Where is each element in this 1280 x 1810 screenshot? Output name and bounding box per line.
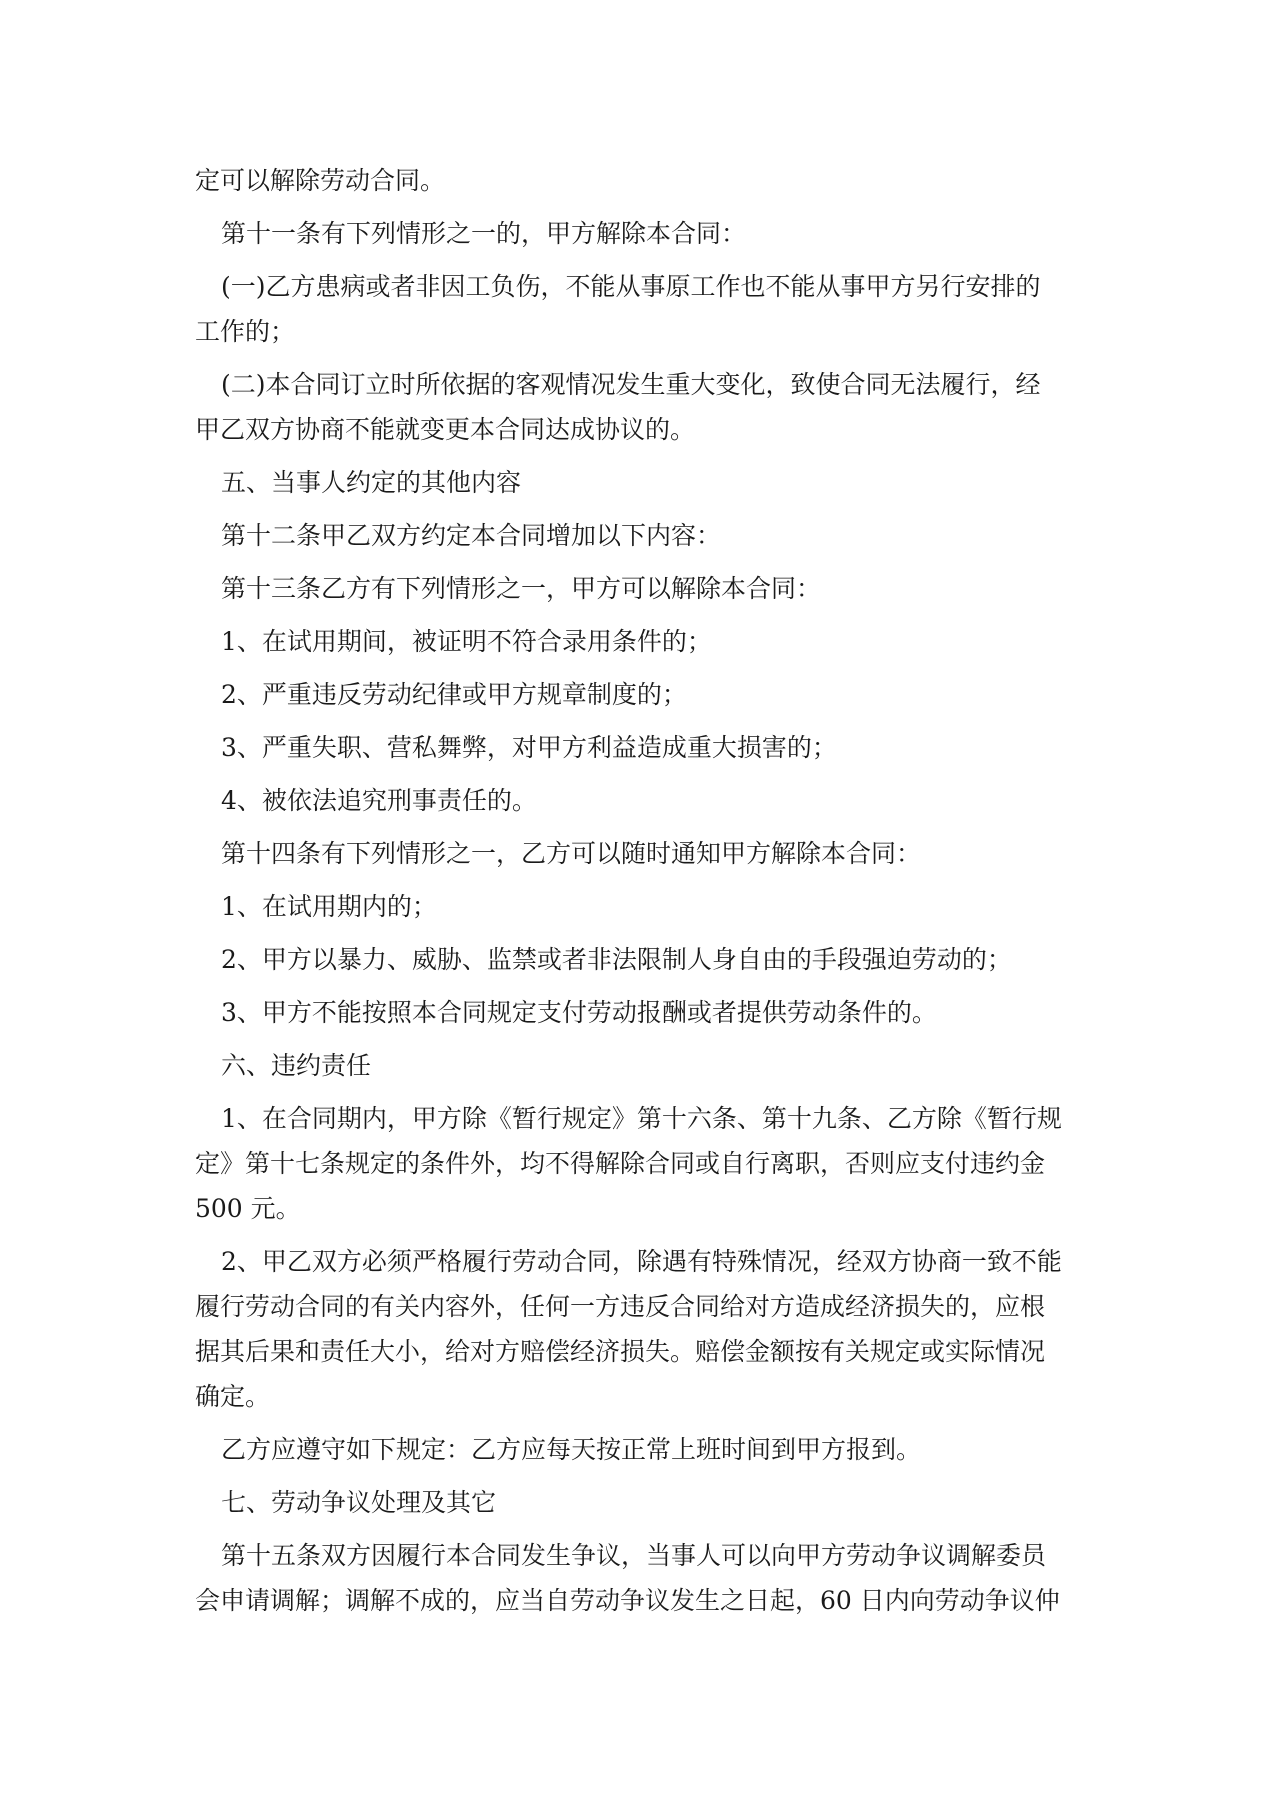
text-line: 履行劳动合同的有关内容外，任何一方违反合同给对方造成经济损失的，应根 [195, 1292, 1046, 1321]
paragraph [195, 1096, 1095, 1231]
paragraph [195, 1480, 1095, 1525]
paragraph [195, 211, 1095, 256]
text-line: 第十一条有下列情形之一的，甲方解除本合同： [221, 219, 747, 248]
text-line: 第十二条甲乙双方约定本合同增加以下内容： [221, 521, 722, 550]
text-line: 据其后果和责任大小，给对方赔偿经济损失。赔偿金额按有关规定或实际情况 [195, 1337, 1046, 1366]
paragraph [195, 1427, 1095, 1472]
paragraph [195, 884, 1095, 929]
text-line: 第十三条乙方有下列情形之一，甲方可以解除本合同： [221, 574, 822, 603]
text-line: 3、严重失职、营私舞弊，对甲方利益造成重大损害的； [221, 733, 837, 762]
paragraph [195, 725, 1095, 770]
paragraph [195, 990, 1095, 1035]
paragraph [195, 362, 1095, 452]
text-line: 2、甲方以暴力、威胁、监禁或者非法限制人身自由的手段强迫劳动的； [221, 945, 1012, 974]
text-line: 4、被依法追究刑事责任的。 [221, 786, 537, 815]
text-line: 甲乙双方协商不能就变更本合同达成协议的。 [195, 415, 696, 444]
text-line: 确定。 [195, 1382, 271, 1411]
paragraph [195, 619, 1095, 664]
text-line: 500 元。 [195, 1194, 301, 1223]
paragraph [195, 1533, 1095, 1623]
text-line: 3、甲方不能按照本合同规定支付劳动报酬或者提供劳动条件的。 [221, 998, 937, 1027]
text-line: 1、在合同期内，甲方除《暂行规定》第十六条、第十九条、乙方除《暂行规 [221, 1104, 1062, 1133]
paragraph [195, 778, 1095, 823]
paragraph [195, 513, 1095, 558]
paragraph [195, 672, 1095, 717]
paragraph [195, 158, 1095, 203]
text-line: 乙方应遵守如下规定：乙方应每天按正常上班时间到甲方报到。 [221, 1435, 922, 1464]
text-line: 工作的； [195, 317, 296, 346]
text-line: (二)本合同订立时所依据的客观情况发生重大变化，致使合同无法履行，经 [221, 370, 1041, 399]
paragraph [195, 1239, 1095, 1419]
text-line: 七、劳动争议处理及其它 [221, 1488, 497, 1517]
paragraph [195, 460, 1095, 505]
text-line: (一)乙方患病或者非因工负伤，不能从事原工作也不能从事甲方另行安排的 [221, 272, 1041, 301]
paragraph [195, 566, 1095, 611]
text-line: 1、在试用期间，被证明不符合录用条件的； [221, 627, 712, 656]
text-line: 第十四条有下列情形之一，乙方可以随时通知甲方解除本合同： [221, 839, 922, 868]
text-line: 五、当事人约定的其他内容 [221, 468, 522, 497]
paragraph [195, 937, 1095, 982]
text-line: 2、甲乙双方必须严格履行劳动合同，除遇有特殊情况，经双方协商一致不能 [221, 1247, 1062, 1276]
text-line: 1、在试用期内的； [221, 892, 437, 921]
paragraph [195, 1043, 1095, 1088]
text-line: 定》第十七条规定的条件外，均不得解除合同或自行离职，否则应支付违约金 [195, 1149, 1046, 1178]
text-line: 第十五条双方因履行本合同发生争议，当事人可以向甲方劳动争议调解委员 [221, 1541, 1047, 1570]
text-line: 定可以解除劳动合同。 [195, 166, 446, 195]
paragraph [195, 264, 1095, 354]
paragraph [195, 831, 1095, 876]
text-line: 2、严重违反劳动纪律或甲方规章制度的； [221, 680, 687, 709]
document-body [195, 158, 1095, 1631]
text-line: 会申请调解；调解不成的，应当自劳动争议发生之日起，60 日内向劳动争议仲 [195, 1586, 1060, 1615]
text-line: 六、违约责任 [221, 1051, 372, 1080]
